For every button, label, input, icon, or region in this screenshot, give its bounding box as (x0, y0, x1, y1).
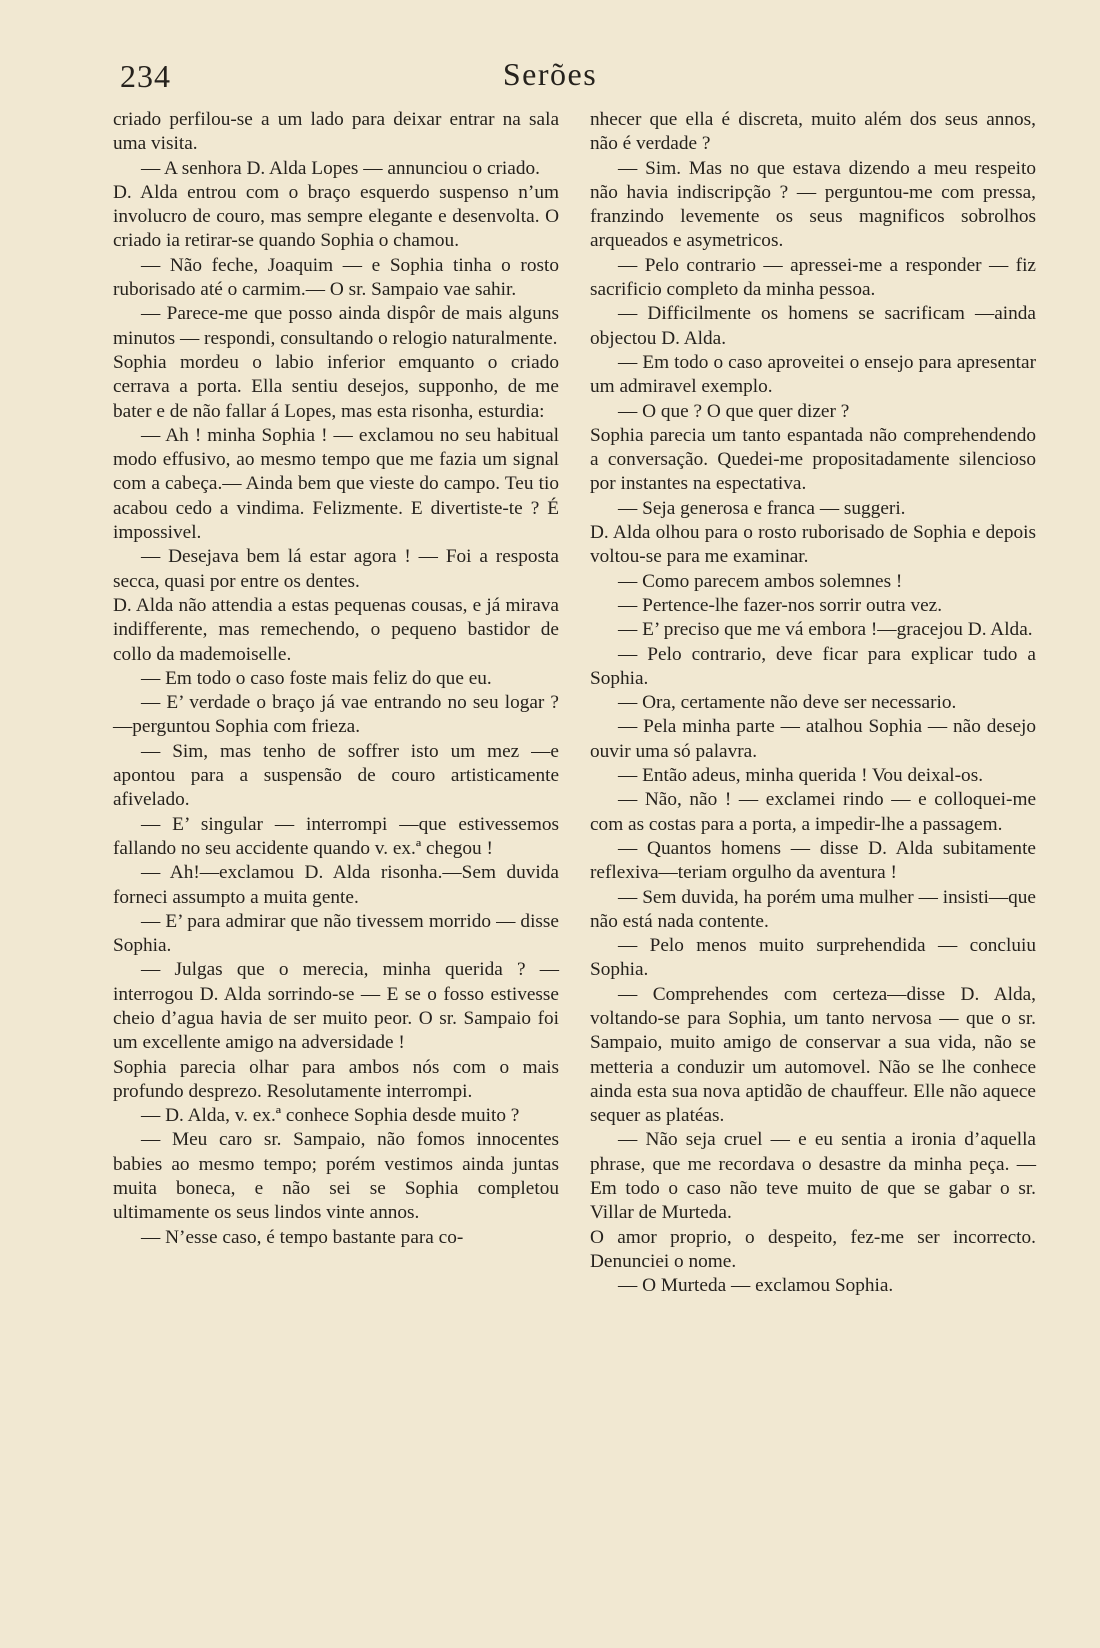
paragraph: O amor proprio, o despeito, fez-me ser incorrecto. Denunciei o nome. (590, 1226, 1036, 1272)
paragraph: — Ah!—exclamou D. Alda risonha.—Sem duvida forneci assumpto a muita gente. (113, 862, 559, 908)
paragraph: — Seja generosa e franca — suggeri. (618, 497, 906, 519)
paragraph: — Então adeus, minha querida ! Vou deixal-os. (618, 765, 984, 787)
paragraph: — Parece-me que posso ainda dispôr de mais alguns minutos — respondi, consultando o relogio naturalmente. (113, 303, 559, 349)
paragraph: — Pelo menos muito surprehendida — concluiu Sophia. (590, 935, 1036, 981)
paragraph: — Não, não ! — exclamei rindo — e colloquei-me com as costas para a porta, a impedir-lhe a passagem. (590, 789, 1036, 835)
paragraph: — O Murteda — exclamou Sophia. (618, 1275, 894, 1297)
paragraph: — Ora, certamente não deve ser necessario. (618, 692, 957, 714)
paragraph: — O que ? O que quer dizer ? (618, 400, 850, 422)
paragraph: D. Alda olhou para o rosto ruborisado de Sophia e depois voltou-se para me examinar. (590, 522, 1036, 568)
paragraph: D. Alda não attendia a estas pequenas cousas, e já mirava indifferente, mas remechendo, o pequeno bastidor de collo da mademoiselle. (113, 594, 559, 665)
paragraph: — Ah ! minha Sophia ! — exclamou no seu habitual modo effusivo, ao mesmo tempo que me fazia um signal com a cabeça.— Ainda bem que vieste do campo. Teu tio acabou cedo a vindima. Felizmente. E divertiste-te ? É impossivel. (113, 424, 559, 544)
paragraph: — D. Alda, v. ex.ª conhece Sophia desde muito ? (141, 1105, 520, 1127)
paragraph: — Sem duvida, ha porém uma mulher — insisti—que não está nada contente. (590, 886, 1036, 932)
paragraph: — Desejava bem lá estar agora ! — Foi a resposta secca, quasi por entre os dentes. (113, 546, 559, 592)
paragraph: — Não seja cruel — e eu sentia a ironia d’aquella phrase, que me recordava o desastre da minha peça. — Em todo o caso não teve muito de que se gabar o sr. Villar de Murteda. (590, 1129, 1036, 1224)
paragraph: — Pertence-lhe fazer-nos sorrir outra vez. (618, 594, 943, 616)
paragraph: — E’ singular — interrompi —que estivessemos fallando no seu accidente quando v. ex.ª chegou ! (113, 813, 559, 859)
paragraph: — E’ verdade o braço já vae entrando no seu logar ?—perguntou Sophia com frieza. (113, 692, 559, 738)
paragraph: — N’esse caso, é tempo bastante para co- (141, 1226, 464, 1248)
paragraph: — E’ preciso que me vá embora !—gracejou D. Alda. (618, 619, 1033, 641)
paragraph: — Pelo contrario — apressei-me a responder — fiz sacrificio completo da minha pessoa. (590, 254, 1036, 301)
paragraph: Sophia parecia um tanto espantada não comprehendendo a conversação. Quedei-me propositadamente silencioso por instantes na espectativa. (590, 424, 1036, 495)
paragraph: — Não feche, Joaquim — e Sophia tinha o rosto ruborisado até o carmim.— O sr. Sampaio vae sahir. (113, 254, 559, 301)
paragraph: — Julgas que o merecia, minha querida ? — interrogou D. Alda sorrindo-se — E se o fosso estivesse cheio d’agua havia de ser muito peor. O sr. Sampaio foi um excellente amigo na adversidade ! (113, 959, 559, 1054)
paragraph: — Comprehendes com certeza—disse D. Alda, voltando-se para Sophia, um tanto nervosa — que o sr. Sampaio, muito amigo de conservar a sua vida, não se metteria a conduzir um automovel. Não se lhe conhece ainda esta sua nova aptidão de chauffeur. Elle não aquece sequer as platéas. (590, 983, 1036, 1127)
paragraph: D. Alda entrou com o braço esquerdo suspenso n’um involucro de couro, mas sempre elegante e desenvolta. O criado ia retirar-se quando Sophia o chamou. (113, 181, 559, 252)
paragraph: — Pelo contrario, deve ficar para explicar tudo a Sophia. (590, 643, 1036, 689)
paragraph: — Difficilmente os homens se sacrificam —ainda objectou D. Alda. (590, 303, 1036, 349)
paragraph: — Sim. Mas no que estava dizendo a meu respeito não havia indiscripção ? — perguntou-me com pressa, franzindo levemente os seus magnificos sobrolhos arqueados e asymetricos. (590, 157, 1036, 252)
paragraph: criado perfilou-se a um lado para deixar entrar na sala uma visita. (113, 109, 559, 155)
paragraph: — Em todo o caso aproveitei o ensejo para apresentar um admiravel exemplo. (590, 351, 1036, 398)
page-number: 234 (120, 58, 171, 94)
paragraph: — Quantos homens — disse D. Alda subitamente reflexiva—teriam orgulho da aventura ! (590, 837, 1036, 884)
paragraph: — E’ para admirar que não tivessem morrido — disse Sophia. (113, 910, 559, 957)
paragraph: Sophia mordeu o labio inferior emquanto o criado cerrava a porta. Ella sentiu desejos, supponho, de me bater e de não fallar á Lopes, mas esta risonha, esturdia: (113, 351, 559, 422)
right-text-column (590, 108, 1036, 1299)
paragraph: Sophia parecia olhar para ambos nós com o mais profundo desprezo. Resolutamente interrompi. (113, 1056, 559, 1102)
paragraph: — Sim, mas tenho de soffrer isto um mez —e apontou para a suspensão de couro artisticamente afivelado. (113, 740, 559, 811)
paragraph: — Em todo o caso foste mais feliz do que eu. (141, 667, 492, 689)
paragraph: — Pela minha parte — atalhou Sophia — não desejo ouvir uma só palavra. (590, 716, 1036, 762)
running-title: Serões (502, 56, 598, 92)
paragraph: — Meu caro sr. Sampaio, não fomos innocentes babies ao mesmo tempo; porém vestimos ainda juntas muita boneca, e não sei se Sophia completou ultimamente os seus lindos vinte annos. (113, 1129, 559, 1224)
left-text-column (113, 108, 559, 1250)
paragraph: — A senhora D. Alda Lopes — annunciou o criado. (141, 157, 540, 179)
paragraph: nhecer que ella é discreta, muito além dos seus annos, não é verdade ? (590, 109, 1036, 155)
paragraph: — Como parecem ambos solemnes ! (618, 570, 903, 592)
